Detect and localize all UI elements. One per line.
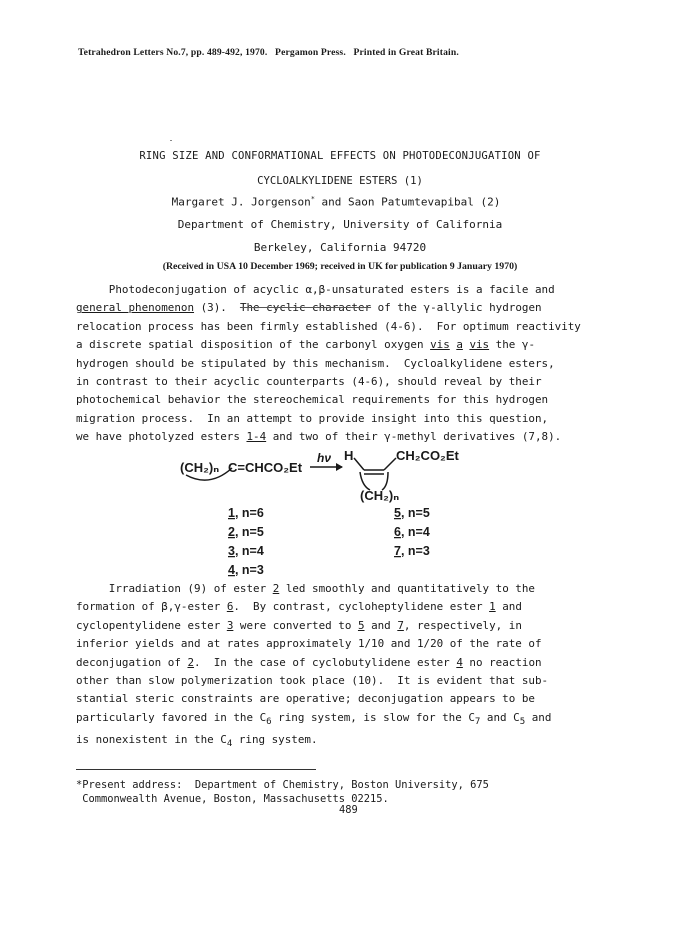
p2-text: Irradiation (9) of ester (76, 582, 273, 595)
p2-text: and (364, 618, 398, 632)
page-number: 489 (339, 804, 358, 816)
p1-line: Photodeconjugation of acyclic α,β-unsaturated esters is a facile and (76, 283, 555, 296)
p2-line: stantial steric constraints are operative; deconjugation appears to be (76, 692, 535, 706)
author-footnote-mark: * (310, 195, 315, 203)
ring-size-subscript: 6 (266, 717, 272, 728)
footnote-line-1: *Present address: Department of Chemistry, Boston University, 675 (76, 779, 489, 791)
p1-line: relocation process has been firmly established (4-6). For optimum reactivity (76, 319, 581, 333)
p1-text: we have photolyzed esters (76, 430, 247, 444)
title-line-2: CYCLOALKYLIDENE ESTERS (1) (257, 175, 423, 187)
received-dates: (Received in USA 10 December 1969; received in UK for publication 9 January 1970) (162, 261, 518, 272)
arrow-head-icon (336, 463, 343, 471)
footnote-line-2: Commonwealth Avenue, Boston, Massachusetts 02215. (76, 792, 389, 805)
p2-text: ring system. (232, 733, 318, 747)
compound-ref: 2 (272, 582, 280, 595)
underlined-phrase: general phenomenon (76, 301, 195, 315)
p2-text: ring system, is slow for the C (271, 710, 475, 724)
p2-text: is nonexistent in the C (76, 733, 227, 747)
author-conjunction: and (314, 195, 349, 209)
title-line-1: RING SIZE AND CONFORMATIONAL EFFECTS ON PHOTODECONJUGATION OF (139, 150, 541, 162)
compound-ref: 6 (226, 600, 234, 614)
p1-line: in contrast to their acyclic counterparts (4-6), should reveal by their (76, 375, 542, 389)
p2-text: formation of β,γ-ester (76, 600, 227, 614)
p2-text: no reaction (462, 655, 542, 669)
p2-text: . By contrast, cycloheptylidene ester (233, 600, 490, 614)
p1-text: the γ- (489, 338, 536, 352)
author-1: Margaret J. Jorgenson (171, 195, 311, 209)
p2-line (76, 654, 551, 672)
footnote-rule (76, 769, 316, 770)
compound-ref: 1 (489, 600, 496, 614)
p2-line: other than slow polymerization took place (10). It is evident that sub- (76, 674, 549, 688)
paragraph-1 (76, 281, 581, 447)
p2-line (76, 617, 551, 635)
product-bond (384, 458, 396, 470)
compound-label: 2, n=5 (228, 525, 264, 539)
footnote (76, 779, 489, 806)
print-speck (170, 140, 172, 141)
p2-text: deconjugation of (76, 655, 188, 669)
p2-text: and C (480, 710, 520, 724)
p1-text: a discrete spatial disposition of the carbonyl oxygen (76, 338, 431, 352)
author-2: Saon Patumtevapibal (2) (348, 195, 501, 209)
compound-label: 1, n=6 (228, 506, 264, 520)
compound-ref: 2 (187, 655, 195, 669)
p2-text: led smoothly and quantitatively to the (279, 582, 535, 595)
p2-line (76, 580, 551, 598)
product-bond (354, 458, 364, 470)
p2-text: , respectively, in (403, 618, 522, 632)
affiliation-line-2: Berkeley, California 94720 (253, 241, 427, 254)
p2-text: cyclopentylidene ester (76, 618, 227, 632)
compound-label: 6, n=4 (394, 525, 430, 539)
italic-phrase: vis (430, 338, 450, 352)
p1-text: and two of their γ-methyl derivatives (7,8). (266, 430, 562, 444)
reactant-ring-label: (CH₂)ₙ (180, 460, 220, 475)
authors (0, 195, 676, 209)
compound-label: 5, n=5 (394, 506, 430, 520)
p2-line (76, 598, 551, 616)
compound-ref: 7 (397, 618, 404, 632)
product-group: CH₂CO₂Et (396, 448, 459, 463)
ring-size-subscript: 4 (226, 739, 233, 750)
italic-phrase: vis (469, 338, 490, 352)
p1-line (76, 299, 581, 317)
product-hydrogen: H (344, 448, 354, 463)
compound-ref: 4 (456, 655, 463, 669)
struck-phrase: The cyclic character (239, 301, 372, 315)
product-ring-label: (CH₂)ₙ (360, 488, 400, 503)
p1-line (76, 336, 581, 354)
p2-text: particularly favored in the C (76, 710, 267, 724)
compound-ref: 5 (357, 618, 365, 632)
reaction-scheme (170, 442, 510, 582)
compound-ref: 3 (226, 618, 234, 632)
arrow-label-hv: hν (317, 451, 332, 465)
p2-line (76, 731, 551, 754)
p2-text: were converted to (233, 618, 358, 632)
p1-text: (3). (194, 301, 240, 315)
compound-label: 7, n=3 (394, 544, 430, 558)
affiliation-line-1: Department of Chemistry, University of California (177, 218, 503, 231)
p1-line: photochemical behavior the stereochemical requirements for this hydrogen (76, 393, 549, 407)
paragraph-2 (76, 580, 551, 754)
ring-size-subscript: 5 (519, 717, 526, 728)
compound-label: 3, n=4 (228, 544, 264, 558)
italic-phrase: a (456, 338, 463, 352)
p2-line (76, 709, 551, 732)
compound-ref: 1-4 (246, 430, 267, 444)
compound-label: 4, n=3 (228, 563, 264, 577)
ring-size-subscript: 7 (474, 717, 481, 728)
journal-header: Tetrahedron Letters No.7, pp. 489-492, 1970. Pergamon Press. Printed in Great Britain. (78, 47, 459, 58)
p2-text: and (525, 710, 552, 724)
p1-text: of the γ-allylic hydrogen (371, 301, 542, 315)
reactant-group: C=CHCO₂Et (228, 460, 303, 475)
p1-line: hydrogen should be stipulated by this mechanism. Cycloalkylidene esters, (76, 356, 555, 370)
p2-text: and (495, 600, 522, 614)
p2-text: . In the case of cyclobutylidene ester (194, 655, 457, 669)
p1-line: migration process. In an attempt to provide insight into this question, (76, 411, 549, 425)
p2-line: inferior yields and at rates approximately 1/10 and 1/20 of the rate of (76, 637, 542, 651)
